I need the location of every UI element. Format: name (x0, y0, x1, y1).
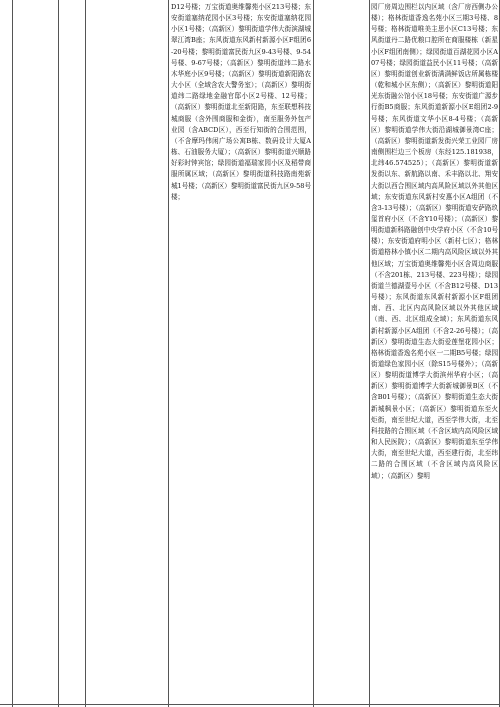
table-cell-area-list-right (371, 2, 498, 482)
area-list-text: D12号楼；万宝街道奥维馨苑小区213号楼；东安街道塞纳花园小区3号楼；东安街道塞纳花园小区1号楼；（高新区）黎明街道学伟大街滨湖城翠江湾B座；东风街道东风新村新源小区F组团6-20号楼；黎明街道富民街九区9-43号楼、9-54号楼、9-67号楼；（高新区）黎明街道纬二路水木华庭小区9号楼；（高新区）黎明街道新阳路农大小区（全域含农大警务室）；（高新区）黎明街道纬二路绿地金融官邸小区2号楼、12号楼；（高新区）黎明街道北至新阳路，东至联想科技城商服（含外围商服和金街），南至服务外包产业园（含ABCD区），西至行知街的合围范围，（不含摩玛伟闲广场公寓B栋、数码设计大厦A栋、石油服务大厦）；（高新区）黎明街道兴顺路好彩时钟宾馆；绿园街道福瑞家园小区及稻带商服所属区域；（高新区）黎明街道科技路南苑新城1号楼；（高新区）黎明街道富民街九区9-58号楼； (171, 3, 311, 201)
table-cell-area-list-left (171, 2, 311, 203)
table-row-divider (0, 704, 500, 705)
table-column-divider (58, 0, 59, 707)
table-column-divider (313, 0, 314, 707)
table-column-divider (85, 0, 86, 707)
table-column-divider (369, 0, 370, 707)
table-column-divider (168, 0, 169, 707)
table-column-divider (12, 0, 13, 707)
area-list-text: 园厂房周边围栏以内区域（含厂房西侧办公楼）；格林街道香逸名苑小区三期3号楼、8号楼；格林街道唯美主思小区C13号楼；东风街道丹二路优粮口腔所在商服楼栋（新星小区F组团南侧）；绿园街道百湖花园小区A07号楼；绿园街道益民小区11号楼；（高新区）黎明街道创业新街满满鲜饭店所属栋楼（乾和城小区东侧）；（高新区）黎明街道阳光东街融公馆小区18号楼；东安街道广源步行街B5商服；东风街道新源小区E组团2-9号楼；东风街道文华小区8-4号楼；（高新区）黎明街道学伟大街沿湖城御景湾C座；（高新区）黎明街道新发街兴荣工业园厂房南侧围栏边三个板房（东经125.181938，北纬46.574525）；（高新区）黎明街道新发街以东、新航路以南、禾丰路以北、翔安大街以西合围区域内高风险区域以外其他区域；东安街道东风新村安惠小区A组团（不含3-13号楼）；（高新区）黎明街道安萨路玖玺首府小区（不含Y10号楼）；（高新区）黎明街道新科路融创中央学府小区（不含10号楼）；东安街道府明小区（新村七区）；格林街道格林小镇小区二期内高风险区域以外其他区域；万宝街道奥维馨苑小区含周边商服（不含201栋、213号楼、223号楼）；绿园街道兰德湖壹号小区（不含B12号楼、D13号楼）；东风街道东风新村新源小区F组团南、西、北区内高风险区域以外其他区域（南、西、北区组成全域）；东风街道东风新村新源小区A组团（不含2-26号楼）；（高新区）黎明街道生态大街爱莲堡花园小区；格林街道香逸名苑小区一二期B5号楼；绿园街道绿色家园小区（除S15号楼外）；（高新区）黎明街道博学大街滨州华府小区；（高新区）黎明街道博学大街新城御景B区（不含B01号楼）；（高新区）黎明街道生态大街新城枫景小区；（高新区）黎明街道东至火炬街，南至世纪大道，西至学伟大街，北至科技路的合围区域（不含区域内高风险区域和人民医院）；（高新区）黎明街道东至学伟大街，南至世纪大道，西至建行街，北至纬二路的合围区域（不含区域内高风险区域）；（高新区）黎明 (371, 3, 498, 480)
